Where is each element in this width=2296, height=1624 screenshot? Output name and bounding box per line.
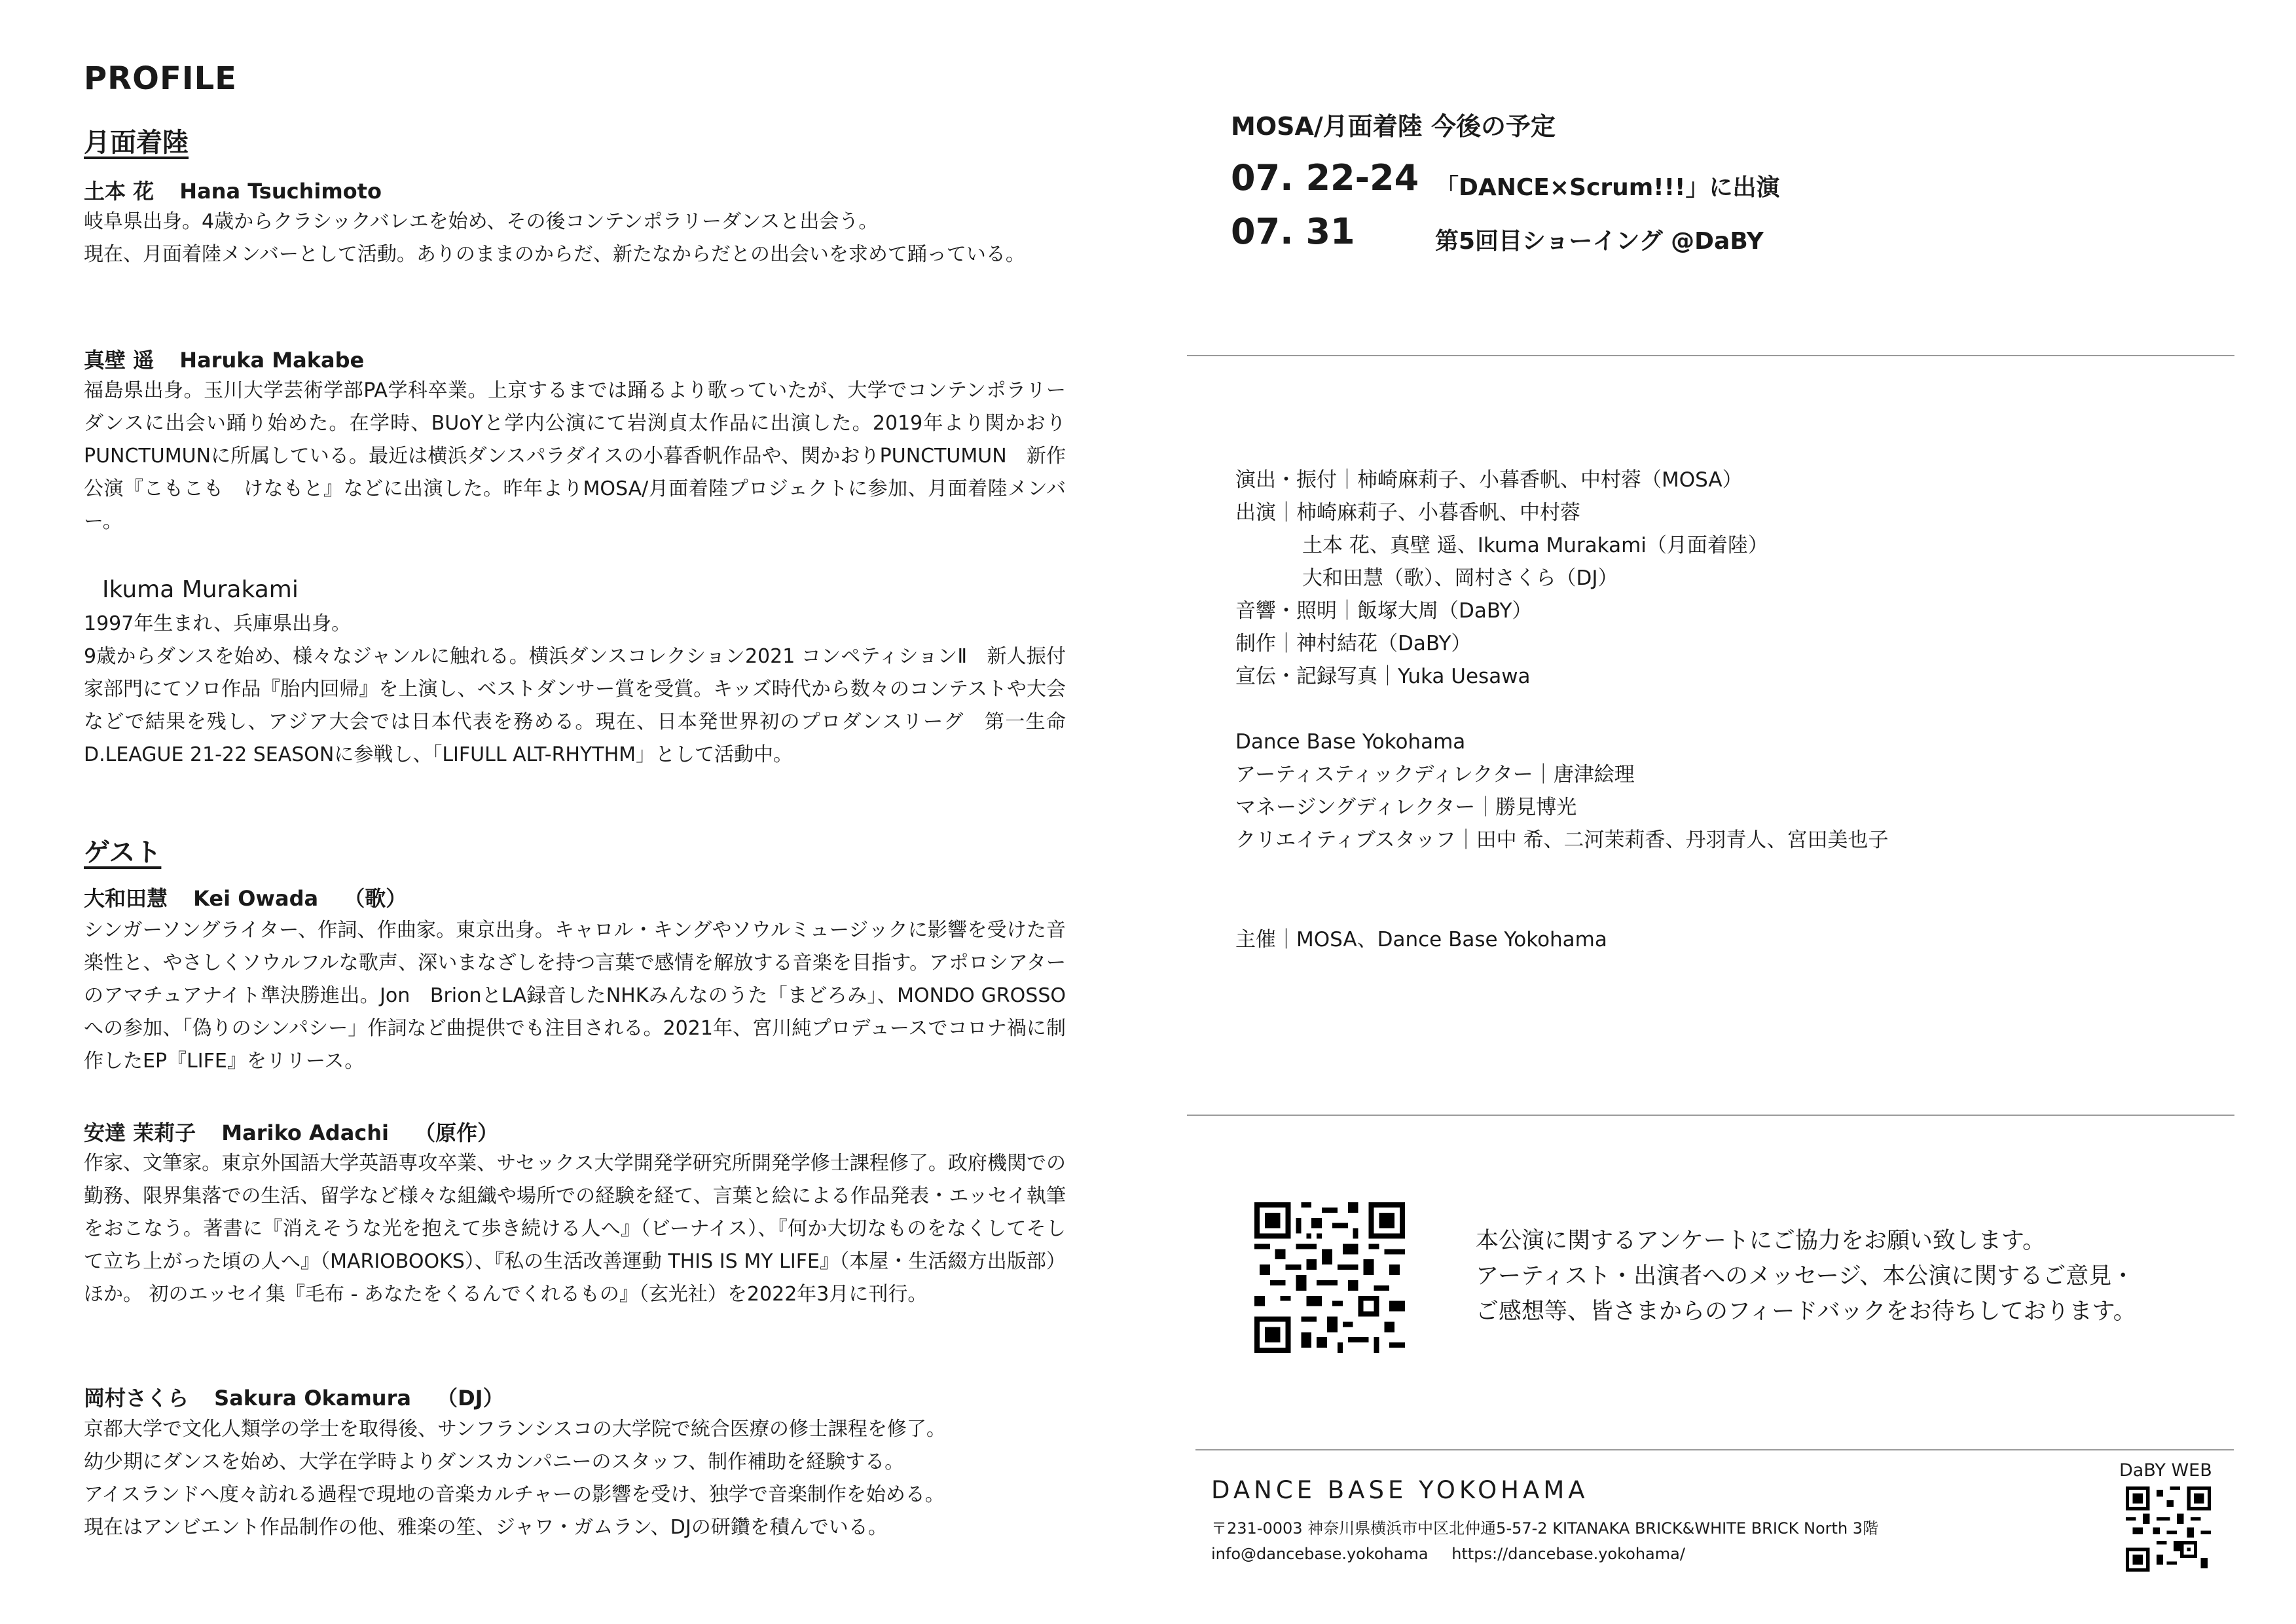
member-name <box>84 344 382 374</box>
bio-line: 作家、文筆家。東京外国語大学英語専攻卒業、サセックス大学開発学研究所開発学修士課程修了。政府機関での勤務、限界集落での生活、留学など様々な組織や場所での経験を経て、言葉と絵による作品発表・エッセイ執筆をおこなう。著書に『消えそうな光を抱えて歩き続ける人へ』（ビーナイス）、『何か大切なものをなくしてそして立ち上がった頃の人へ』（MARIOBOOKS）、『私の生活改善運動 THIS IS MY LIFE』（本屋・生活綴方出版部）ほか。 初のエッセイ集『毛布 - あなたをくるんでくれるもの』（玄光社）を2022年3月に刊行。 <box>84 1152 1066 1306</box>
guest-role: （DJ） <box>437 1386 504 1411</box>
divider <box>1195 1449 2234 1450</box>
schedule-event: 「DANCE×Scrum!!!」に出演 <box>1435 174 1780 201</box>
profile-title: PROFILE <box>84 60 237 97</box>
survey-line: 本公演に関するアンケートにご協力をお願い致します。 <box>1476 1228 2046 1254</box>
member-name-jp: 土本 花 <box>84 179 155 204</box>
daby-web-qr-code[interactable] <box>2126 1486 2211 1572</box>
guest-role: （原作） <box>414 1120 499 1145</box>
member-name-jp: 真壁 遥 <box>84 348 155 373</box>
guest-name <box>84 1382 522 1412</box>
daby-web-label: DaBY WEB <box>2119 1460 2212 1481</box>
guest-name-jp: 岡村さくら <box>84 1386 189 1411</box>
member-bio <box>84 206 1066 271</box>
guest-name-en: Mariko Adachi <box>221 1120 390 1145</box>
schedule-title: MOSA/月面着陸 今後の予定 <box>1231 112 1556 141</box>
member-name <box>84 576 317 603</box>
schedule-event: 第5回目ショーイング @DaBY <box>1435 228 1764 255</box>
credits <box>1235 464 1889 956</box>
credit-line: 制作｜神村結花（DaBY） <box>1235 632 1472 655</box>
survey-line: ご感想等、皆さまからのフィードバックをお待ちしております。 <box>1476 1299 2136 1325</box>
bio-line: 現在はアンビエント作品制作の他、雅楽の笙、ジャワ・ガムラン、DJの研鑽を積んでいる。 <box>84 1516 888 1539</box>
address: 〒231-0003 神奈川県横浜市中区北仲通5-57-2 KITANAKA BRICK&WHITE BRICK North 3階 <box>1211 1519 1879 1538</box>
credit-line: 宣伝・記録写真｜Yuka Uesawa <box>1235 665 1531 688</box>
guest-bio <box>84 1147 1066 1311</box>
guest-role: （歌） <box>344 886 407 911</box>
member-name <box>84 175 400 205</box>
guest-heading: ゲスト <box>84 838 162 868</box>
schedule-date: 07. 31 <box>1231 211 1355 252</box>
bio-line: 岐阜県出身。4歳からクラシックバレエを始め、その後コンテンポラリーダンスと出会う。 <box>84 210 879 233</box>
credit-line: 土本 花、真壁 遥、Ikuma Murakami（月面着陸） <box>1302 534 1768 557</box>
guest-name-en: Kei Owada <box>193 886 319 911</box>
member-name-en: Hana Tsuchimoto <box>179 179 382 204</box>
guest-name-jp: 安達 茉莉子 <box>84 1120 196 1145</box>
email-link[interactable]: info@dancebase.yokohama <box>1211 1545 1429 1563</box>
credit-line: 大和田慧（歌）、岡村さくら（DJ） <box>1302 566 1618 590</box>
divider <box>1187 1115 2234 1116</box>
member-name-en: Ikuma Murakami <box>102 576 299 603</box>
group-heading: 月面着陸 <box>84 128 189 158</box>
bio-line: 現在、月面着陸メンバーとして活動。ありのままのからだ、新たなからだとの出会いを求めて踊っている。 <box>84 243 1025 266</box>
bio-line: 1997年生まれ、兵庫県出身。 <box>84 612 352 635</box>
guest-bio <box>84 914 1066 1078</box>
footer-address-block <box>1211 1516 1878 1567</box>
dancebase-logo: DANCE BASE YOKOHAMA <box>1211 1476 1589 1504</box>
member-bio <box>84 608 1085 771</box>
credit-line: 音響・照明｜飯塚大周（DaBY） <box>1235 599 1533 623</box>
website-link[interactable]: https://dancebase.yokohama/ <box>1451 1545 1685 1563</box>
member-bio <box>84 375 1066 538</box>
guest-bio <box>84 1413 1105 1544</box>
bio-line: シンガーソングライター、作詞、作曲家。東京出身。キャロル・キングやソウルミュージックに影響を受けた音楽性と、やさしくソウルフルな歌声、深いまなざしを持つ言葉で感情を解放する音楽を目指す。アポロシアターのアマチュアナイト準決勝進出。Jon BrionとLA録音したNHKみんなのうた「まどろみ」、MONDO GROSSOへの参加、「偽りのシンパシー」作詞など曲提供でも注目される。2021年、宮川純プロデュースでコロナ禍に制作したEP『LIFE』をリリース。 <box>84 919 1066 1073</box>
credit-line: 演出・振付｜柿崎麻莉子、小暮香帆、中村蓉（MOSA） <box>1235 468 1743 492</box>
survey-qr-code[interactable] <box>1254 1202 1405 1353</box>
organizer: 主催｜MOSA、Dance Base Yokohama <box>1235 928 1607 951</box>
schedule-date: 07. 22-24 <box>1231 157 1419 198</box>
survey-message <box>1476 1223 2136 1329</box>
member-name-en: Haruka Makabe <box>179 348 365 373</box>
bio-line: 福島県出身。玉川大学芸術学部PA学科卒業。上京するまでは踊るより歌っていたが、大学でコンテンポラリーダンスに出会い踊り始めた。在学時、BUoYと学内公演にて岩渕貞太作品に出演した。2019年より関かおりPUNCTUMUNに所属している。最近は横浜ダンスパラダイスの小暮香帆作品や、関かおりPUNCTUMUN 新作公演『こもこも けなもと』などに出演した。昨年よりMOSA/月面着陸プロジェクトに参加、月面着陸メンバー。 <box>84 379 1066 533</box>
divider <box>1187 355 2234 356</box>
guest-name <box>84 882 425 912</box>
bio-line: 9歳からダンスを始め、様々なジャンルに触れる。横浜ダンスコレクション2021 コンペティションⅡ 新人振付家部門にてソロ作品『胎内回帰』を上演し、ベストダンサー賞を受賞。キッズ時代から数々のコンテストや大会などで結果を残し、アジア大会では日本代表を務める。現在、日本発世界初のプロダンスリーグ 第一生命 D.LEAGUE 21-22 SEASONに参戦し、「LIFULL ALT-RHYTHM」として活動中。 <box>84 645 1085 766</box>
bio-line: 京都大学で文化人類学の学士を取得後、サンフランシスコの大学院で統合医療の修士課程を修了。 <box>84 1418 946 1441</box>
org-line: クリエイティブスタッフ｜田中 希、二河茉莉香、丹羽青人、宮田美也子 <box>1235 828 1889 852</box>
org-name: Dance Base Yokohama <box>1235 730 1466 754</box>
org-line: アーティスティックディレクター｜唐津絵理 <box>1235 763 1635 786</box>
credit-line: 出演｜柿崎麻莉子、小暮香帆、中村蓉 <box>1235 501 1580 525</box>
survey-line: アーティスト・出演者へのメッセージ、本公演に関するご意見・ <box>1476 1263 2135 1289</box>
guest-name-en: Sakura Okamura <box>214 1386 411 1411</box>
org-line: マネージングディレクター｜勝見博光 <box>1235 796 1577 819</box>
bio-line: アイスランドへ度々訪れる過程で現地の音楽カルチャーの影響を受け、独学で音楽制作を始める。 <box>84 1483 945 1506</box>
guest-name <box>84 1116 517 1147</box>
bio-line: 幼少期にダンスを始め、大学在学時よりダンスカンパニーのスタッフ、制作補助を経験する。 <box>84 1450 905 1473</box>
guest-name-jp: 大和田慧 <box>84 886 168 911</box>
